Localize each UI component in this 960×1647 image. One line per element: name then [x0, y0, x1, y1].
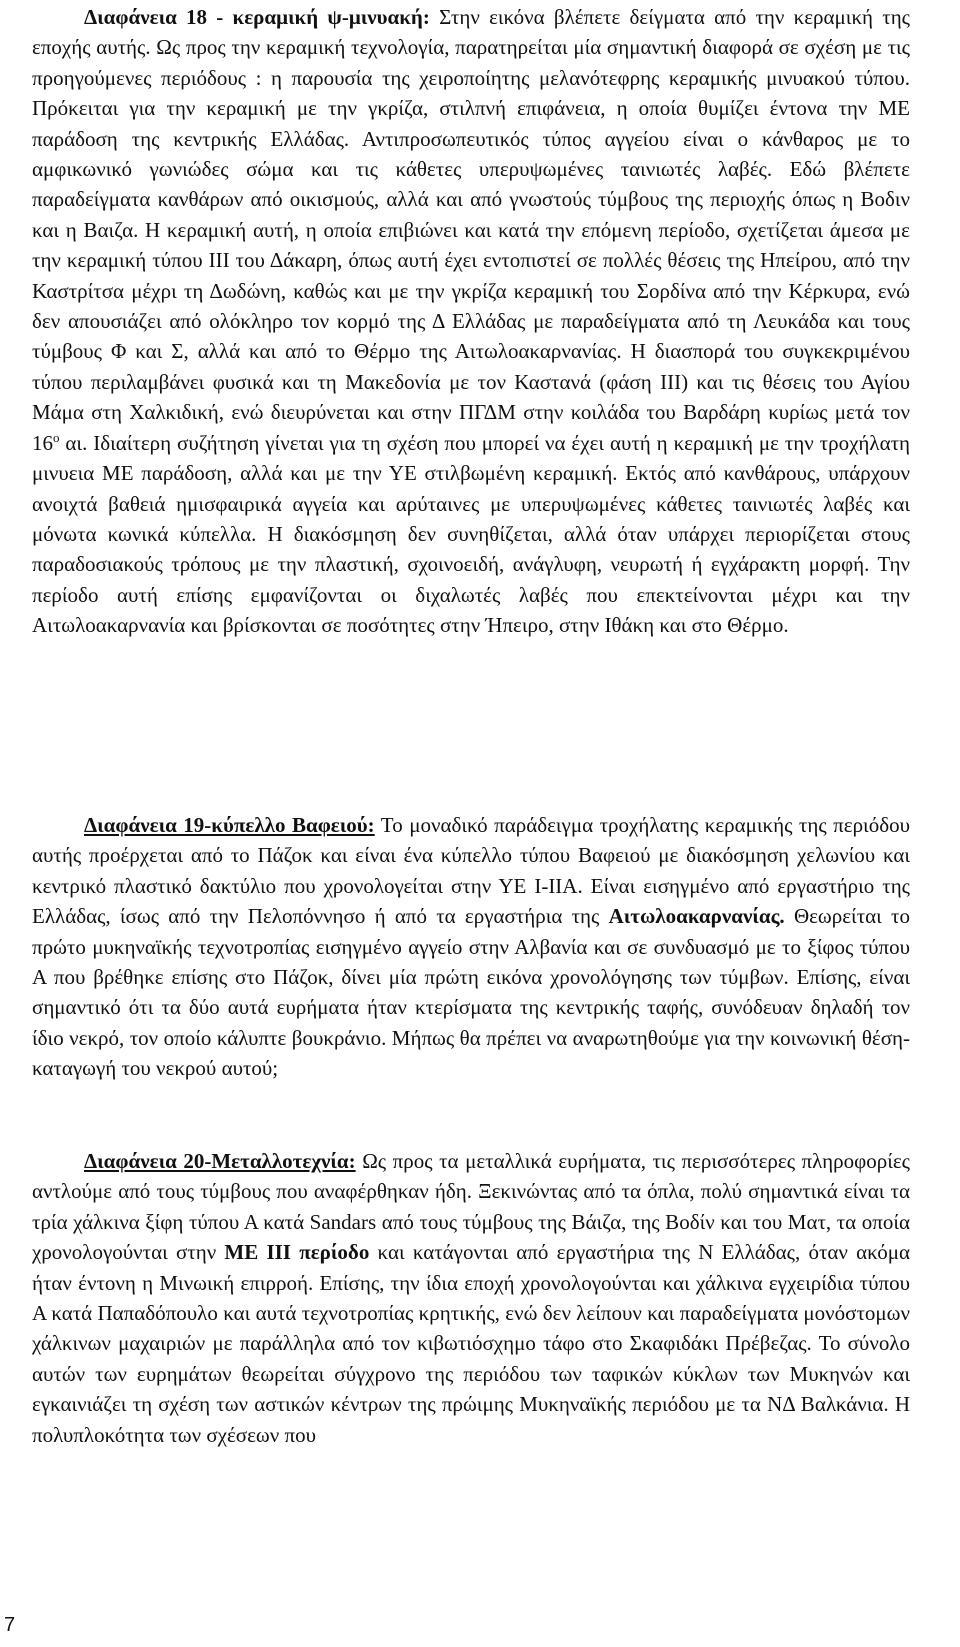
century-superscript: ο [53, 429, 60, 445]
paragraph-slide-19 [32, 810, 910, 1084]
slide-20-text-a: Ως προς τα μεταλλικά ευρήματα, τις περισσότερες πληροφορίες αντλούμε από τους τύμβους που αναφέρθηκαν ήδη. Ξεκινώντας από τα όπλα, πολύ σημαντικά είναι τα τρία χάλκινα ξίφη τύπου Α κατά Sandars από τους τύμβους της Βάιζα, της Βοδίν και του Ματ, τα οποία χρονολογούνται στην [32, 1149, 910, 1265]
slide-18-text-b: αι. Ιδιαίτερη συζήτηση γίνεται για τη σχέση που μπορεί να έχει αυτή η κεραμική με την τροχήλατη μινυεια ΜΕ παράδοση, αλλά και με την ΥΕ στιλβωμένη κεραμική. Εκτός από κανθάρους, υπάρχουν ανοιχτά βαθειά ημισφαιρικά αγγεία και αρύταινες με υπερυψωμένες κάθετες ταινιωτές λαβές και μόνωτα κωνικά κύπελλα. Η διακόσμηση δεν συνηθίζεται, αλλά όταν υπάρχει περιορίζεται στους παραδοσιακούς τρόπους με την πλαστική, σχοινοειδή, ανάγλυφη, νευρωτή ή εγχάρακτη μορφή. Την περίοδο αυτή επίσης εμφανίζονται οι διχαλωτές λαβές που επεκτείνονται μέχρι και την Αιτωλοακαρνανία και βρίσκονται σε ποσότητες στην Ήπειρο, στην Ιθάκη και στο Θέρμο. [32, 430, 910, 638]
slide-19-text-a: Το μοναδικό παράδειγμα τροχήλατης κεραμικής της περιόδου αυτής προέρχεται από το Πάζοκ και είναι ένα κύπελλο τύπου Βαφειού με διακόσμηση χελωνίου και κεντρικό πλαστικό δακτύλιο που χρονολογείται στην ΥΕ Ι-ΙΙΑ. Είναι εισηγμένο από εργαστήριο της Ελλάδας, ίσως από την Πελοπόννησο ή από τα εργαστήρια της [32, 813, 910, 929]
slide-18-heading: Διαφάνεια 18 - κεραμική ψ-μινυακή: [84, 5, 430, 29]
slide-19-text-b: Θεωρείται το πρώτο μυκηναϊκής τεχνοτροπίας εισηγμένο αγγείο στην Αλβανία και σε συνδυασμό με το ξίφος τύπου Α που βρέθηκε επίσης στο Πάζοκ, δίνει μία πρώτη εικόνα χρονολόγησης των τύμβων. Επίσης, είναι σημαντικό ότι τα δύο αυτά ευρήματα ήταν κτερίσματα της κεντρικής ταφής, συνόδευαν δηλαδή τον ίδιο νεκρό, τον οποίο κάλυπτε βουκράνιο. Μήπως θα πρέπει να αναρωτηθούμε για την κοινωνική θέση-καταγωγή του νεκρού αυτού; [32, 904, 910, 1081]
slide-19-heading: Διαφάνεια 19-κύπελλο Βαφειού: [84, 813, 375, 837]
slide-20-emphasis: ΜΕ ΙΙΙ περίοδο [224, 1240, 370, 1265]
slide-20-heading: Διαφάνεια 20-Μεταλλοτεχνία: [84, 1149, 356, 1173]
slide-20-text-b: και κατάγονται από εργαστήρια της Ν Ελλάδας, όταν ακόμα ήταν έντονη η Μινωική επιρροή. Επίσης, την ίδια εποχή χρονολογούνται και χάλκινα εγχειρίδια τύπου Α κατά Παπαδόπουλο και αυτά τεχνοτροπίας κρητικής, ενώ δεν λείπουν και παραδείγματα μονόστομων χάλκινων μαχαιριών με παράλληλα από τον κιβωτιόσχημο τάφο στο Σκαφιδάκι Πρέβεζας. Το σύνολο αυτών των ευρημάτων θεωρείται σύγχρονο της περιόδου των ταφικών κύκλων των Μυκηνών και εγκαινιάζει τη σχέση των αστικών κέντρων της πρώιμης Μυκηναϊκής περιόδου με τα ΝΔ Βαλκάνια. Η πολυπλοκότητα των σχέσεων που [32, 1240, 910, 1447]
paragraph-slide-18 [32, 2, 910, 641]
paragraph-slide-20 [32, 1146, 910, 1450]
page-number: 7 [4, 1614, 16, 1636]
slide-18-text-a: Στην εικόνα βλέπετε δείγματα από την κεραμική της εποχής αυτής. Ως προς την κεραμική τεχνολογία, παρατηρείται μία σημαντική διαφορά σε σχέση με τις προηγούμενες περιόδους : η παρουσία της χειροποίητης μελανότεφρης κεραμικής μινυακού τύπου. Πρόκειται για την κεραμική με την γκρίζα, στιλπνή επιφάνεια, η οποία θυμίζει έντονα την ΜΕ παράδοση της κεντρικής Ελλάδας. Αντιπροσωπευτικός τύπος αγγείου είναι ο κάνθαρος με το αμφικωνικό γωνιώδες σώμα και τις κάθετες υπερυψωμένες ταινιωτές λαβές. Εδώ βλέπετε παραδείγματα κανθάρων από οικισμούς, αλλά και από γνωστούς τύμβους της περιοχής όπως η Βοδιν και η Βαιζα. Η κεραμική αυτή, η οποία επιβιώνει και κατά την επόμενη περίοδο, σχετίζεται άμεσα με την κεραμική τύπου ΙΙΙ του Δάκαρη, όπως αυτή έχει εντοπιστεί σε πολλές θέσεις της Ηπείρου, από την Καστρίτσα μέχρι τη Δωδώνη, καθώς και με την γκρίζα κεραμική του Σορδίνα από την Κέρκυρα, ενώ δεν απουσιάζει από ολόκληρο τον κορμό της Δ Ελλάδας με παραδείγματα από τη Λευκάδα και τους τύμβους Φ και Σ, αλλά και από το Θέρμο της Αιτωλοακαρνανίας. Η διασπορά του συγκεκριμένου τύπου περιλαμβάνει φυσικά και τη Μακεδονία με τον Καστανά (φάση ΙΙΙ) και τις θέσεις του Αγίου Μάμα στη Χαλκιδική, ενώ διευρύνεται και στην ΠΓΔΜ στην κοιλάδα του Βαρδάρη κυρίως μετά τον 16 [32, 5, 910, 455]
slide-19-emphasis: Αιτωλοακαρνανίας. [608, 904, 785, 929]
